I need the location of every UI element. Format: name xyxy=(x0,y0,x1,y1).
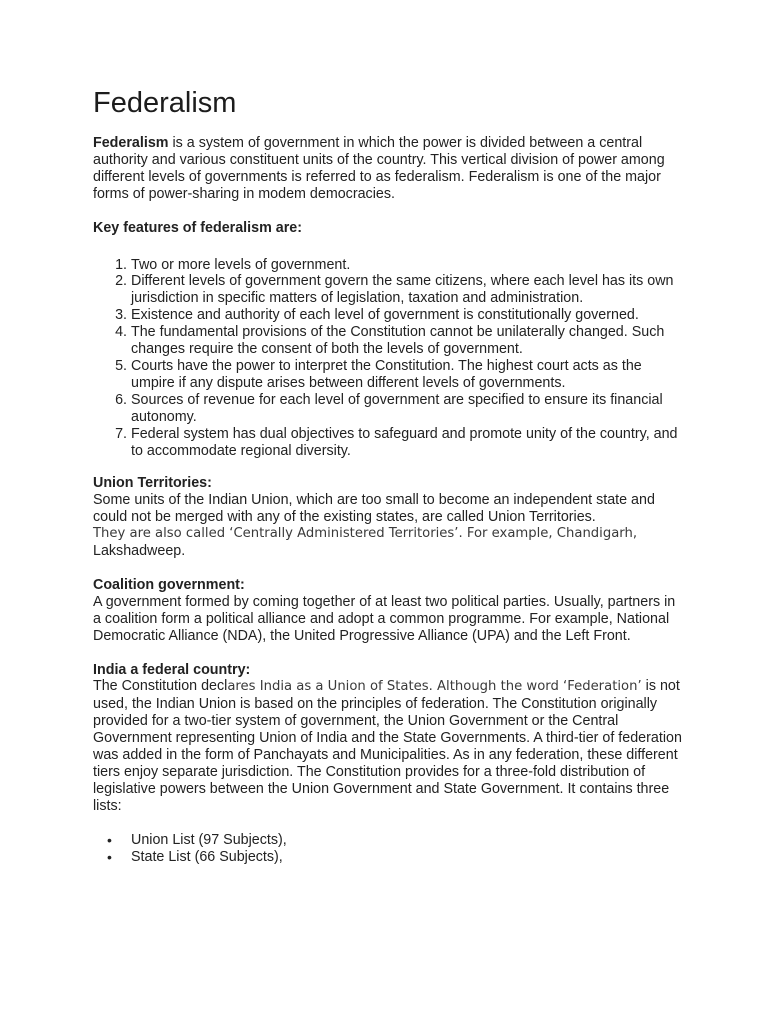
list-item: • Union List (97 Subjects), xyxy=(131,832,683,849)
list-item: • State List (66 Subjects), xyxy=(131,849,683,866)
intro-bold-term: Federalism xyxy=(93,135,169,151)
union-territories-alt-text: They are also called ‘Centrally Administered Territories’. For example, Chandigarh, xyxy=(93,526,638,542)
page-title: Federalism xyxy=(93,87,237,119)
coalition-heading: Coalition government: xyxy=(93,576,245,593)
intro-paragraph xyxy=(93,135,683,203)
federal-country-text-start: The Constitution decl xyxy=(93,678,228,695)
union-territories-section xyxy=(93,475,683,560)
federal-country-heading: India a federal country: xyxy=(93,661,251,678)
document-page xyxy=(93,86,683,866)
list-item: 1. Two or more levels of government. xyxy=(131,257,683,274)
union-territories-text: Some units of the Indian Union, which are too small to become an independent state and could not be merged with any of the existing states, are called Union Territories. xyxy=(93,492,655,526)
federal-country-section xyxy=(93,662,683,815)
coalition-section xyxy=(93,577,683,645)
list-item: 5. Courts have the power to interpret the Constitution. The highest court acts as the umpire if any dispute arises between different levels of governments. xyxy=(131,358,683,392)
list-item: 3. Existence and authority of each level of government is constitutionally governed. xyxy=(131,307,683,324)
union-territories-heading: Union Territories: xyxy=(93,475,212,492)
list-item: 2. Different levels of government govern the same citizens, where each level has its own jurisdiction in specific matters of legislation, taxation and administration. xyxy=(131,273,683,307)
union-territories-example: Lakshadweep. xyxy=(93,543,186,560)
federal-country-text xyxy=(93,678,683,814)
list-item: 7. Federal system has dual objectives to safeguard and promote unity of the country, and to accommodate regional diversity. xyxy=(131,426,683,460)
list-item: 6. Sources of revenue for each level of government are specified to ensure its financial autonomy. xyxy=(131,392,683,426)
list-item: 4. The fundamental provisions of the Constitution cannot be unilaterally changed. Such changes require the consent of both the levels of government. xyxy=(131,324,683,358)
key-features-list xyxy=(93,257,683,460)
key-features-heading: Key features of federalism are: xyxy=(93,219,302,236)
federal-country-text-rest: is not used, the Indian Union is based on the principles of federation. The Constitution originally provided for a two-tier system of government, the Union Government or the Central Government representing Union of India and the State Governments. A third-tier of federation was added in the form of Panchayats and Municipalities. As in any federation, these different tiers enjoy separate jurisdiction. The Constitution provides for a three-fold distribution of legislative powers between the Union Government and State Government. It contains three lists: xyxy=(93,678,682,814)
federal-country-alt-text: ares India as a Union of States. Although the word ‘Federation’ xyxy=(227,679,642,695)
coalition-text: A government formed by coming together of at least two political parties. Usually, partners in a coalition form a political alliance and adopt a common programme. For example, National Democratic Alliance (NDA), the United Progressive Alliance (UPA) and the Left Front. xyxy=(93,593,676,644)
legislative-lists xyxy=(93,832,683,866)
intro-text: is a system of government in which the power is divided between a central authority and various constituent units of the country. This vertical division of power among different levels of governments is referred to as federalism. Federalism is one of the major forms of power-sharing in modem democracies. xyxy=(93,135,665,202)
